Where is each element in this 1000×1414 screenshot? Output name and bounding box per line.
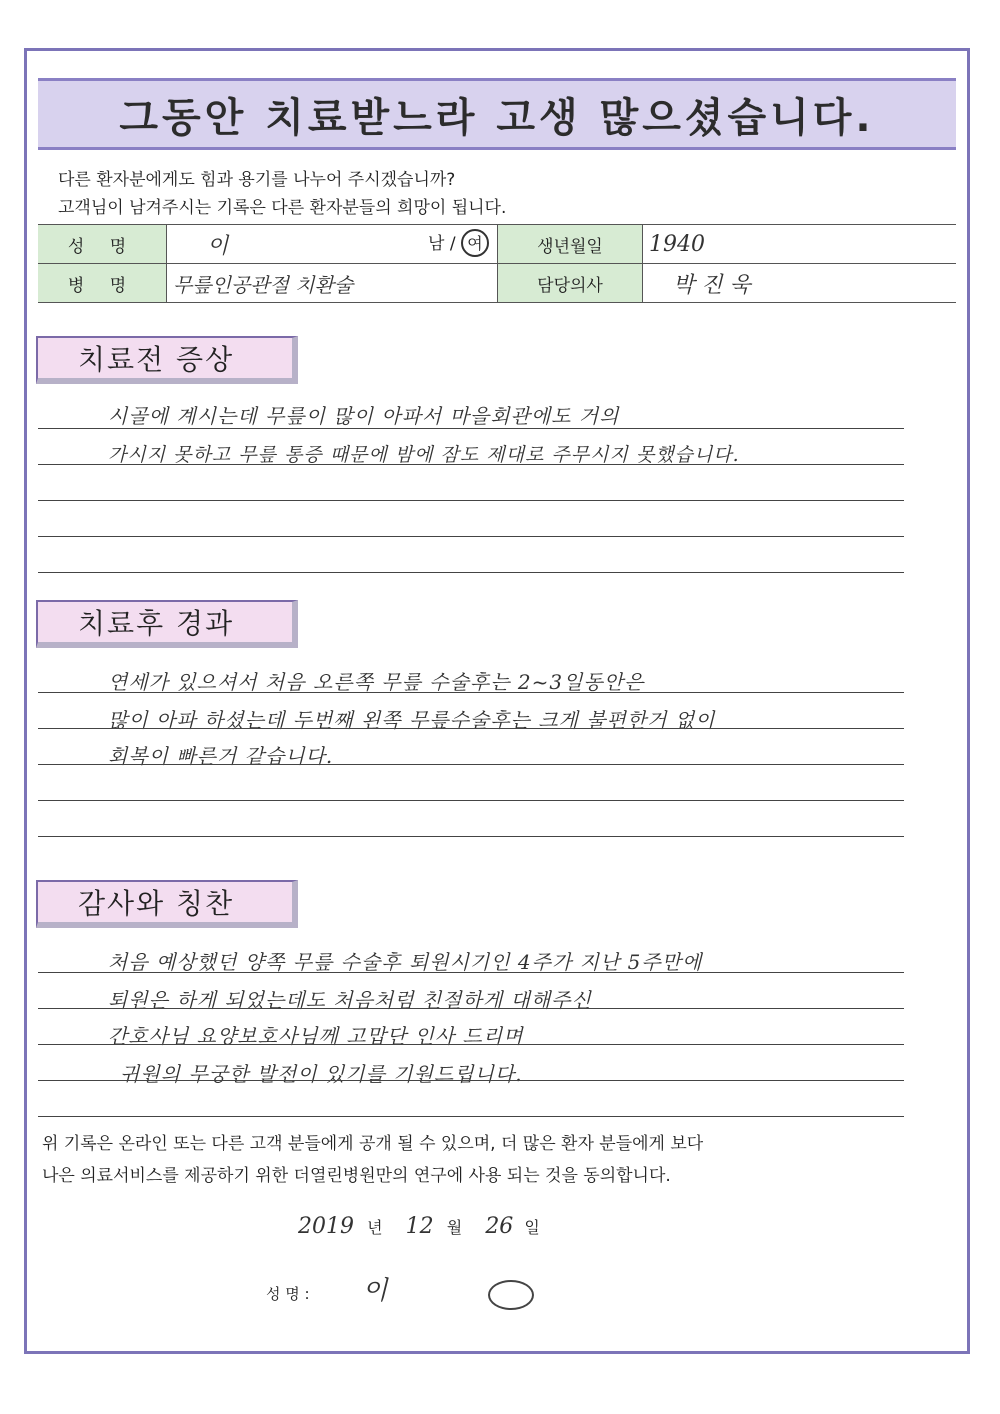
intro-text — [58, 166, 506, 222]
ruled-line — [38, 972, 904, 973]
section-thanks-heading — [36, 880, 298, 928]
date-row — [298, 1214, 540, 1239]
form-title: 그동안 치료받느라 고생 많으셨습니다. — [119, 94, 875, 141]
ruled-line — [38, 692, 904, 693]
consent-line-1: 위 기록은 온라인 또는 다른 고객 분들에게 공개 될 수 있으며, 더 많은 환자 분들에게 보다 — [42, 1134, 704, 1154]
form-title-banner — [38, 78, 956, 150]
signature-label: 성 명 : — [266, 1285, 310, 1303]
doctor-value: 박 진 욱 — [673, 272, 751, 298]
date-year-unit: 년 — [367, 1218, 383, 1237]
thanks-line-4: 귀원의 무궁한 발전이 있기를 기원드립니다. — [120, 1062, 523, 1086]
info-row-disease — [38, 264, 956, 303]
after-line-1: 연세가 있으셔서 처음 오른쪽 무릎 수술후는 2~3일동안은 — [108, 670, 645, 694]
ruled-line — [38, 536, 904, 537]
ruled-line — [38, 1044, 904, 1045]
ruled-line — [38, 1008, 904, 1009]
ruled-line — [38, 464, 904, 465]
doctor-label: 담당의사 — [498, 264, 643, 303]
info-row-name — [38, 225, 956, 264]
disease-value: 무릎인공관절 치환술 — [173, 272, 354, 297]
ruled-line — [38, 428, 904, 429]
ruled-line — [38, 764, 904, 765]
patient-info-table — [38, 224, 956, 303]
consent-line-2: 나은 의료서비스를 제공하기 위한 더열린병원만의 연구에 사용 되는 것을 동의합니다. — [42, 1166, 671, 1186]
intro-line-2: 고객님이 남겨주시는 기록은 다른 환자분들의 희망이 됩니다. — [58, 198, 507, 218]
section-after-title: 치료후 경과 — [78, 607, 235, 640]
ruled-line — [38, 500, 904, 501]
signature-row — [266, 1270, 534, 1310]
signature-seal-icon — [488, 1280, 534, 1310]
date-month-unit: 월 — [446, 1218, 463, 1237]
after-line-2: 많이 아파 하셨는데 두번째 왼쪽 무릎수술후는 크게 불편한거 없이 — [108, 708, 716, 732]
signature-name: 이 — [362, 1276, 388, 1306]
section-thanks-title: 감사와 칭찬 — [78, 887, 235, 920]
thanks-line-1: 처음 예상했던 양쪽 무릎 수술후 퇴원시기인 4주가 지난 5주만에 — [108, 950, 703, 974]
birth-cell — [643, 225, 957, 264]
disease-label: 병 명 — [38, 264, 167, 303]
thanks-line-2: 퇴원은 하게 되었는데도 처음처럼 친절하게 대해주신 — [108, 988, 592, 1012]
before-line-2: 가시지 못하고 무릎 통증 때문에 밤에 잠도 제대로 주무시지 못했습니다. — [108, 444, 740, 466]
gender-label: 남 / 여 — [428, 229, 489, 257]
date-day-unit: 일 — [524, 1218, 540, 1237]
consent-text — [42, 1128, 703, 1192]
ruled-line — [38, 800, 904, 801]
name-cell — [167, 225, 498, 264]
section-before-heading — [36, 336, 298, 384]
intro-line-1: 다른 환자분에게도 힘과 용기를 나누어 주시겠습니까? — [58, 170, 456, 190]
section-before-title: 치료전 증상 — [78, 343, 235, 376]
date-year: 2019 — [298, 1214, 354, 1239]
section-after-heading — [36, 600, 298, 648]
doctor-cell — [643, 264, 957, 303]
gender-selected-circle: 여 — [461, 229, 489, 257]
birth-label: 생년월일 — [498, 225, 643, 264]
ruled-line — [38, 1080, 904, 1081]
name-label: 성 명 — [38, 225, 167, 264]
ruled-line — [38, 572, 904, 573]
ruled-line — [38, 1116, 904, 1117]
birth-value: 1940 — [649, 231, 705, 257]
ruled-line — [38, 836, 904, 837]
thanks-line-3: 간호사님 요양보호사님께 고맙단 인사 드리며 — [108, 1024, 524, 1048]
date-month: 12 — [405, 1214, 434, 1239]
disease-cell — [167, 264, 498, 303]
after-line-3: 회복이 빠른거 같습니다. — [108, 744, 334, 768]
name-value: 이 — [207, 233, 229, 259]
date-day: 26 — [485, 1214, 514, 1239]
before-line-1: 시골에 계시는데 무릎이 많이 아파서 마을회관에도 거의 — [108, 404, 620, 428]
ruled-line — [38, 728, 904, 729]
